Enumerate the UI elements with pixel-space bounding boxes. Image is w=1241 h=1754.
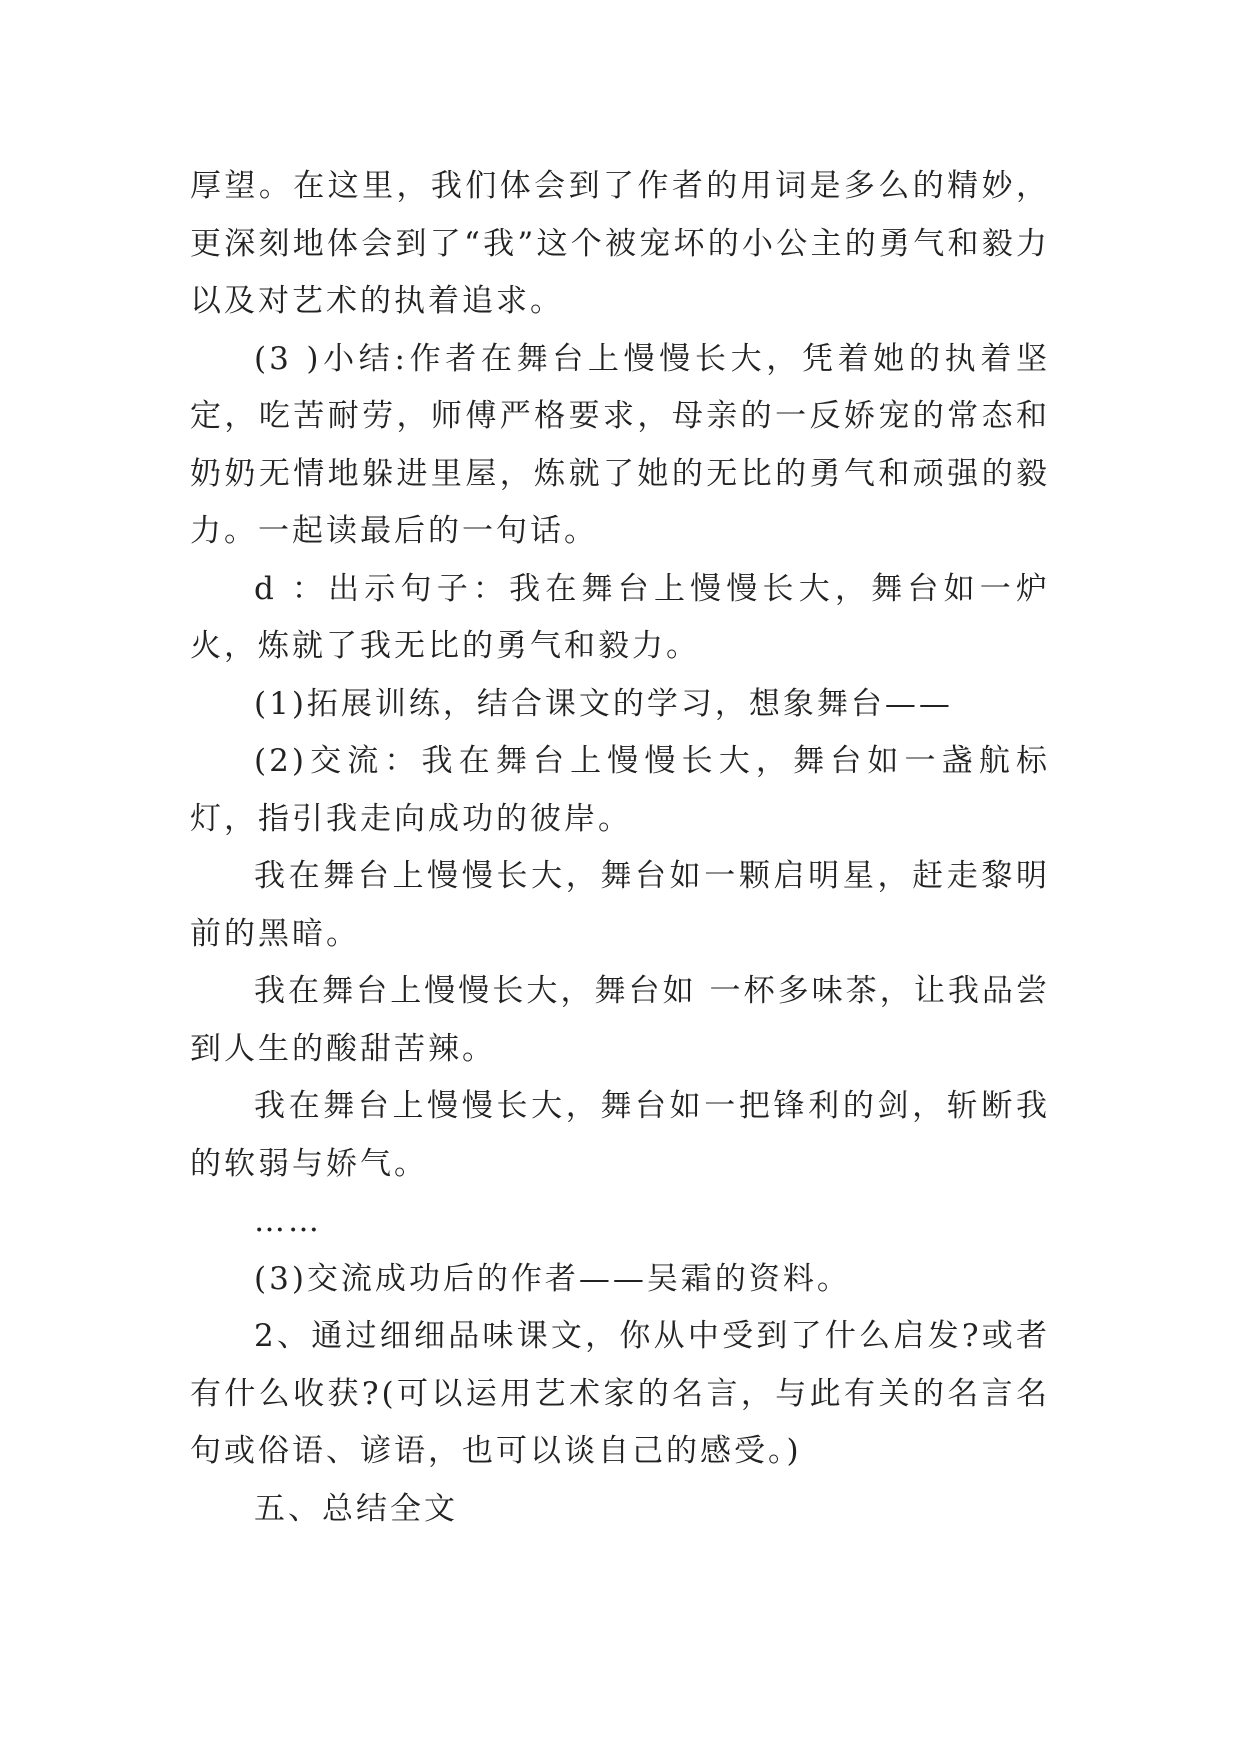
- paragraph-exchange: (2)交流：我在舞台上慢慢长大，舞台如一盏航标灯，指引我走向成功的彼岸。: [190, 743, 1050, 837]
- section-heading-summary: 五、总结全文: [254, 1490, 458, 1527]
- paragraph-summary: (3 )小结:作者在舞台上慢慢长大，凭着她的执着坚定，吃苦耐劳，师傅严格要求，母亲的一反娇宠的常态和奶奶无情地躲进里屋，炼就了她的无比的勇气和顽强的毅力。一起读最后的一句话。: [190, 340, 1050, 549]
- paragraph-show-sentence: d ：出示句子：我在舞台上慢慢长大，舞台如一炉火，炼就了我无比的勇气和毅力。: [190, 570, 1050, 664]
- paragraph-example-tea: 我在舞台上慢慢长大，舞台如 一杯多味茶，让我品尝到人生的酸甜苦辣。: [190, 973, 1050, 1067]
- paragraph-example-sword: 我在舞台上慢慢长大，舞台如一把锋利的剑，斩断我的软弱与娇气。: [190, 1088, 1050, 1182]
- paragraph-example-morning-star: 我在舞台上慢慢长大，舞台如一颗启明星，赶走黎明前的黑暗。: [190, 858, 1050, 952]
- paragraph-author-info: (3)交流成功后的作者——吴霜的资料。: [254, 1260, 851, 1297]
- document-body: [190, 158, 1050, 1538]
- paragraph-extension-training: (1)拓展训练，结合课文的学习，想象舞台——: [254, 685, 953, 722]
- paragraph-ellipsis: ……: [254, 1203, 322, 1239]
- paragraph-inspiration-question: 2、通过细细品味课文，你从中受到了什么启发?或者有什么收获?(可以运用艺术家的名言，与此有关的名言名句或俗语、谚语，也可以谈自己的感受。): [190, 1318, 1050, 1469]
- paragraph-continuation: 厚望。在这里，我们体会到了作者的用词是多么的精妙，更深刻地体会到了“我”这个被宠坏的小公主的勇气和毅力以及对艺术的执着追求。: [190, 168, 1050, 319]
